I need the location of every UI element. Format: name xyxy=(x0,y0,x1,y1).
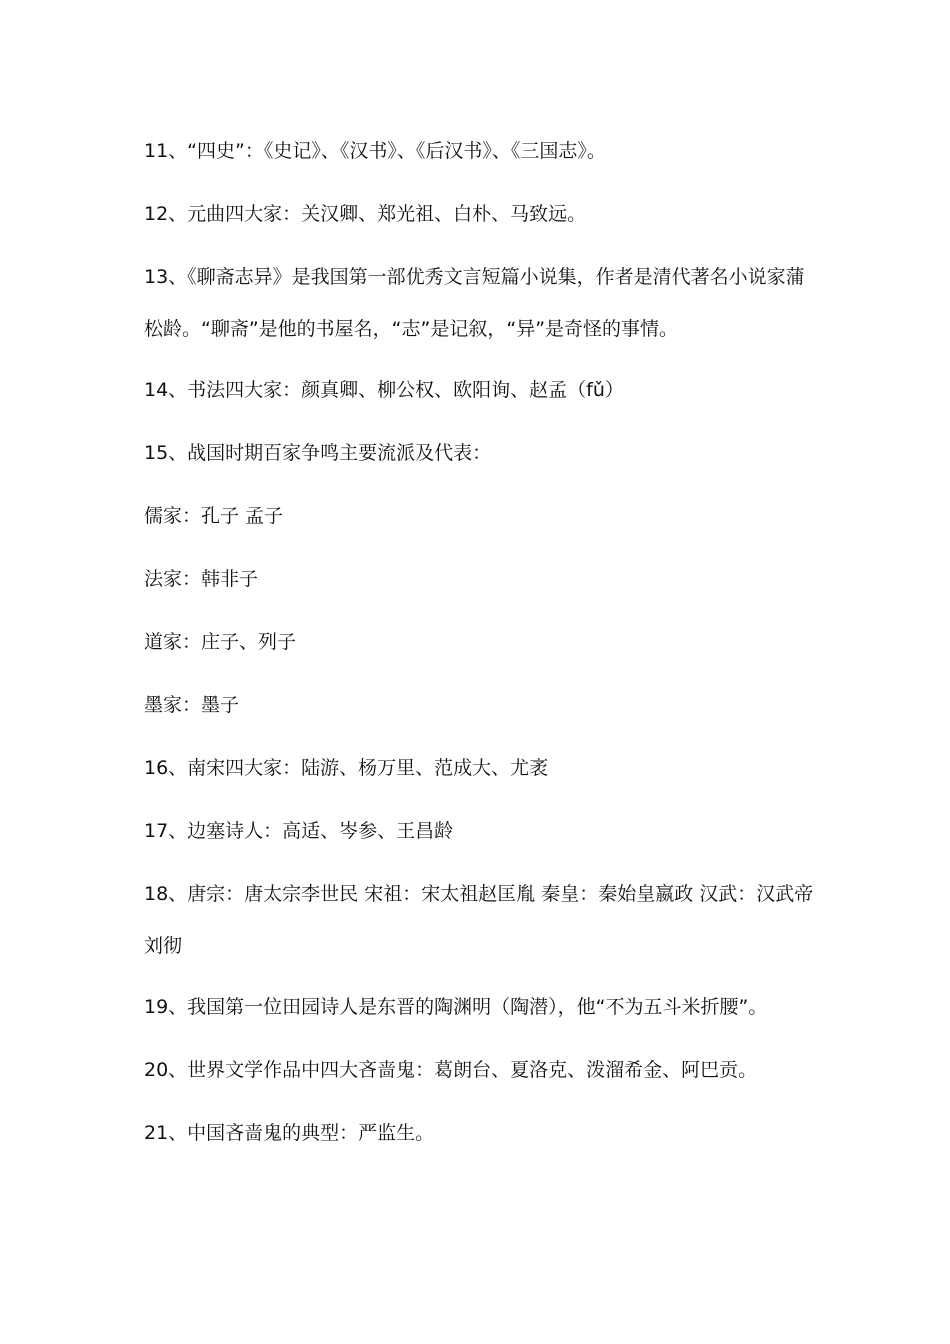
school-confucianism: 儒家：孔子 孟子 xyxy=(144,505,284,527)
paragraph-item-11: 11、“四史”：《史记》、《汉书》、《后汉书》、《三国志》。 xyxy=(144,140,606,162)
paragraph-item-13: 13、《聊斋志异》是我国第一部优秀文言短篇小说集，作者是清代著名小说家蒲松龄。“聊斋”是他的书屋名，“志”是记叙，“异”是奇怪的事情。 xyxy=(144,266,805,340)
paragraph-item-21: 21、中国吝啬鬼的典型：严监生。 xyxy=(144,1122,435,1144)
school-mohism: 墨家：墨子 xyxy=(144,694,240,716)
paragraph-item-15: 15、战国时期百家争鸣主要流派及代表： xyxy=(144,442,492,464)
school-legalism: 法家：韩非子 xyxy=(144,568,259,590)
paragraph-item-14: 14、书法四大家：颜真卿、柳公权、欧阳询、赵孟（fǔ） xyxy=(144,379,624,401)
paragraph-item-12: 12、元曲四大家：关汉卿、郑光祖、白朴、马致远。 xyxy=(144,203,587,225)
paragraph-item-19: 19、我国第一位田园诗人是东晋的陶渊明（陶潜），他“不为五斗米折腰”。 xyxy=(144,996,768,1018)
paragraph-item-17: 17、边塞诗人：高适、岑参、王昌龄 xyxy=(144,820,454,842)
paragraph-item-20: 20、世界文学作品中四大吝啬鬼：葛朗台、夏洛克、泼溜希金、阿巴贡。 xyxy=(144,1059,758,1081)
paragraph-item-18: 18、唐宗：唐太宗李世民 宋祖：宋太祖赵匡胤 秦皇：秦始皇嬴政 汉武：汉武帝刘彻 xyxy=(144,883,814,957)
paragraph-item-16: 16、南宋四大家：陆游、杨万里、范成大、尤袤 xyxy=(144,757,549,779)
school-taoism: 道家：庄子、列子 xyxy=(144,631,297,653)
